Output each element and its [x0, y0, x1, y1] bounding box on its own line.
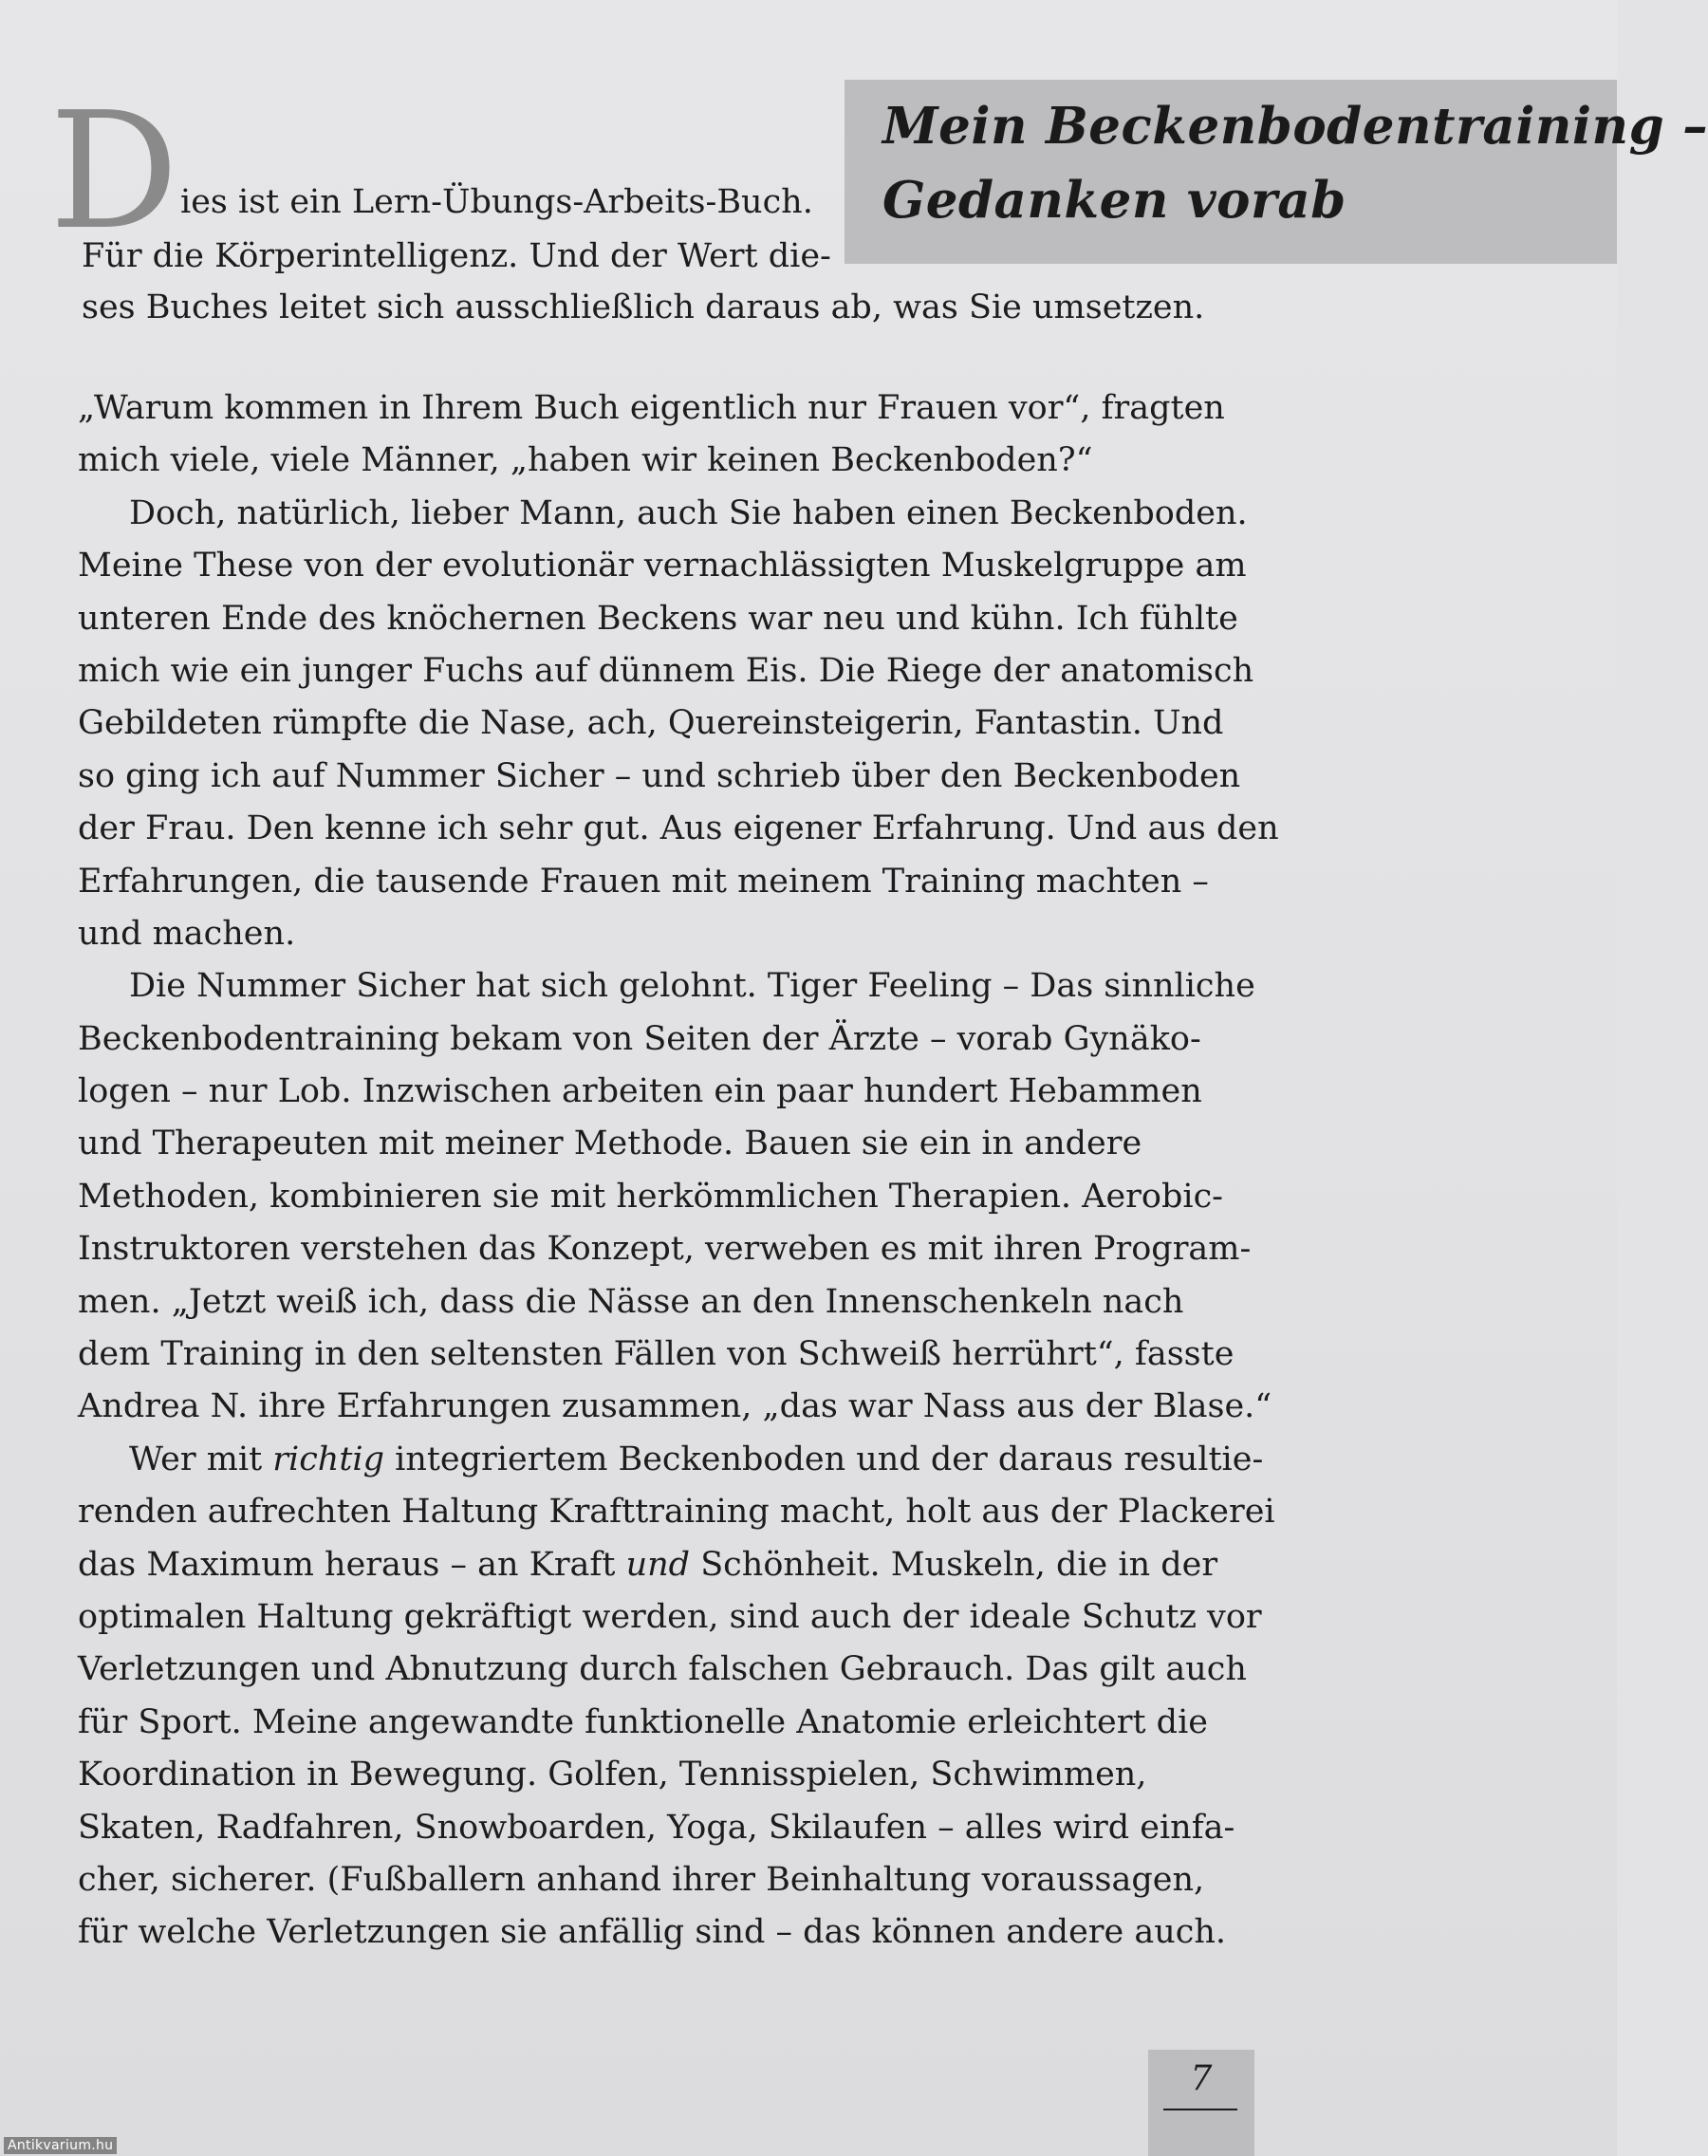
text-line: Methoden, kombinieren sie mit herkömmlichen Therapien. Aerobic- — [78, 1177, 1224, 1216]
text-line: unteren Ende des knöchernen Beckens war neu und kühn. Ich fühlte — [78, 599, 1238, 638]
text-segment: integriertem Beckenboden und der daraus resultie- — [384, 1440, 1264, 1478]
text-line: der Frau. Den kenne ich sehr gut. Aus eigener Erfahrung. Und aus den — [78, 809, 1279, 848]
intro-line: Für die Körperintelligenz. Und der Wert die- — [82, 237, 831, 275]
text-line: Instruktoren verstehen das Konzept, verweben es mit ihren Program- — [78, 1230, 1252, 1269]
text-line: mich wie ein junger Fuchs auf dünnem Eis. Die Riege der anatomisch — [78, 651, 1254, 690]
text-segment: das Maximum heraus – an Kraft — [78, 1545, 626, 1584]
chapter-heading-line-2: Gedanken vorab — [882, 171, 1346, 230]
intro-line: ses Buches leitet sich ausschließlich daraus ab, was Sie umsetzen. — [82, 288, 1205, 326]
text-segment: Schönheit. Muskeln, die in der — [690, 1545, 1218, 1584]
text-line: Andrea N. ihre Erfahrungen zusammen, „das war Nass aus der Blase.“ — [78, 1387, 1272, 1426]
chapter-heading-line-1: Mein Beckenbodentraining – — [882, 97, 1708, 156]
text-line: cher, sicherer. (Fußballern anhand ihrer Beinhaltung voraussagen, — [78, 1860, 1205, 1899]
text-line: men. „Jetzt weiß ich, dass die Nässe an den Innenschenkeln nach — [78, 1282, 1184, 1321]
page-number-rule — [1163, 2109, 1237, 2110]
text-line: logen – nur Lob. Inzwischen arbeiten ein paar hundert Hebammen — [78, 1072, 1202, 1111]
text-line: und Therapeuten mit meiner Methode. Bauen sie ein in andere — [78, 1124, 1142, 1163]
text-line: Die Nummer Sicher hat sich gelohnt. Tiger Feeling – Das sinnliche — [129, 967, 1255, 1006]
chapter-heading-box — [845, 80, 1708, 264]
body-text — [78, 382, 1279, 1960]
text-segment: Wer mit — [129, 1440, 273, 1478]
watermark: Antikvarium.hu — [4, 2137, 117, 2154]
text-line: renden aufrechten Haltung Krafttraining macht, holt aus der Plackerei — [78, 1493, 1275, 1532]
text-line — [78, 1539, 1279, 1591]
text-line: für Sport. Meine angewandte funktionelle Anatomie erleichtert die — [78, 1702, 1208, 1741]
text-line: dem Training in den seltensten Fällen von Schweiß herrührt“, fasste — [78, 1335, 1235, 1374]
text-line: Beckenbodentraining bekam von Seiten der Ärzte – vorab Gynäko- — [78, 1019, 1201, 1058]
text-line: Meine These von der evolutionär vernachlässigten Muskelgruppe am — [78, 547, 1247, 585]
text-line — [78, 1434, 1279, 1486]
text-line: und machen. — [78, 914, 296, 953]
intro-line: ies ist ein Lern-Übungs-Arbeits-Buch. — [180, 183, 813, 221]
page-number: 7 — [1190, 2059, 1213, 2098]
text-line: „Warum kommen in Ihrem Buch eigentlich nur Frauen vor“, fragten — [78, 389, 1225, 427]
text-line: Verletzungen und Abnutzung durch falschen Gebrauch. Das gilt auch — [78, 1650, 1247, 1689]
drop-cap: D — [49, 78, 179, 266]
emphasis-text: richtig — [272, 1440, 384, 1478]
text-line: optimalen Haltung gekräftigt werden, sind auch der ideale Schutz vor — [78, 1597, 1262, 1636]
text-line: Gebildeten rümpfte die Nase, ach, Quereinsteigerin, Fantastin. Und — [78, 704, 1224, 743]
text-line: Skaten, Radfahren, Snowboarden, Yoga, Skilaufen – alles wird einfa- — [78, 1808, 1235, 1847]
text-line: Erfahrungen, die tausende Frauen mit meinem Training machten – — [78, 862, 1209, 901]
text-line: so ging ich auf Nummer Sicher – und schrieb über den Beckenboden — [78, 756, 1241, 795]
text-line: mich viele, viele Männer, „haben wir keinen Beckenboden?“ — [78, 441, 1093, 480]
text-line: für welche Verletzungen sie anfällig sind – das können andere auch. — [78, 1913, 1227, 1952]
emphasis-text: und — [625, 1545, 691, 1584]
text-line: Koordination in Bewegung. Golfen, Tennisspielen, Schwimmen, — [78, 1756, 1147, 1794]
text-line: Doch, natürlich, lieber Mann, auch Sie haben einen Beckenboden. — [129, 493, 1248, 532]
